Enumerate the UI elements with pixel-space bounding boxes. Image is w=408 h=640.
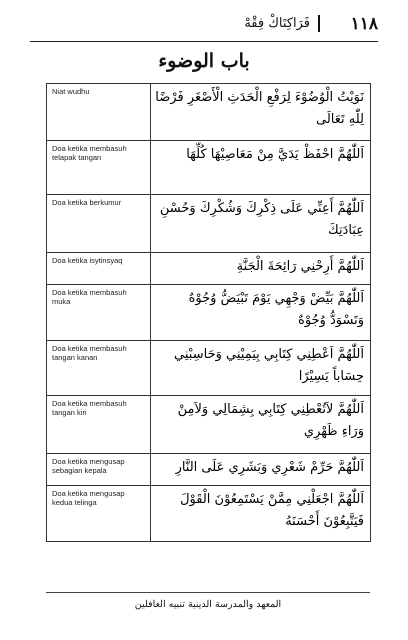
dua-label: Doa ketika membasuh tangan kiri xyxy=(47,396,151,454)
table-row xyxy=(47,195,371,253)
footer-rule xyxy=(46,592,370,593)
dua-arabic: اَللّٰهُمَّ أَعِنِّي عَلَى ذِكْرِكَ وَشُكْرِكَ وَحُسْنِ عِبَادَتِكَ xyxy=(151,195,371,253)
dua-arabic: اَللّٰهُمَّ حَرِّمْ شَعْرِي وَبَشَرِي عَلَى النَّارِ xyxy=(151,454,371,486)
dua-label: Doa ketika membasuh telapak tangan xyxy=(47,141,151,195)
table-row xyxy=(47,341,371,396)
dua-arabic: اَللّٰهُمَّ احْفَظْ يَدَيَّ مِنْ مَعَاصِيْهَا كُلِّهَا xyxy=(151,141,371,195)
dua-label: Doa ketika membasuh tangan kanan xyxy=(47,341,151,396)
dua-arabic: نَوَيْتُ الْوُضُوْءَ لِرَفْعِ الْحَدَثِ الْأَصْغَرِ فَرْضًا لِلّٰهِ تَعَالَى xyxy=(151,84,371,141)
dua-arabic: اَللّٰهُمَّ اَعْطِنِي كِتَابِي بِيَمِيْنِي وَحَاسِبْنِي حِسَاباً يَسِيْرًا xyxy=(151,341,371,396)
dua-arabic: اَللّٰهُمَّ لاَتُعْطِنِي كِتَابِي بِشِمَالِي وَلاَمِنْ وَرَاءِ ظَهْرِي xyxy=(151,396,371,454)
table-row xyxy=(47,141,371,195)
page-footer: المعهد والمدرسة الدينية تنبيه الغافلين xyxy=(134,599,282,610)
dua-label: Niat wudhu xyxy=(47,84,151,141)
dua-label: Doa ketika mengusap sebagian kepala xyxy=(47,454,151,486)
dua-label: Doa ketika mengusap kedua telinga xyxy=(47,486,151,542)
table-row xyxy=(47,454,371,486)
book-title: فَرَاكِتَاكْ فِقْهْ xyxy=(244,16,310,31)
dua-label: Doa ketika berkumur xyxy=(47,195,151,253)
dua-arabic: اَللّٰهُمَّ أَرِحْنِي رَائِحَةَ الْجَنَّةِ xyxy=(151,253,371,285)
page-header xyxy=(30,12,378,38)
chapter-title: باب الوضوء xyxy=(158,50,250,72)
header-divider xyxy=(318,15,320,32)
table-row xyxy=(47,84,371,141)
dua-label: Doa ketika isytinsyaq xyxy=(47,253,151,285)
dua-arabic: اَللّٰهُمَّ اجْعَلْنِي مِمَّنْ يَسْتَمِعُوْنَ الْقَوْلَ فَيَتَّبِعُوْنَ أَحْسَنَهُ xyxy=(151,486,371,542)
dua-table xyxy=(46,83,371,542)
header-rule xyxy=(30,41,378,42)
dua-arabic: اَللّٰهُمَّ بَيِّضْ وَجْهِي يَوْمَ تَبْيَضُّ وُجُوْهٌ وَتَسْوَدُّ وُجُوْهٌ xyxy=(151,285,371,341)
dua-label: Doa ketika membasuh muka xyxy=(47,285,151,341)
table-row xyxy=(47,396,371,454)
table-row xyxy=(47,285,371,341)
table-row xyxy=(47,486,371,542)
page-number: ١١٨ xyxy=(350,14,378,34)
table-row xyxy=(47,253,371,285)
